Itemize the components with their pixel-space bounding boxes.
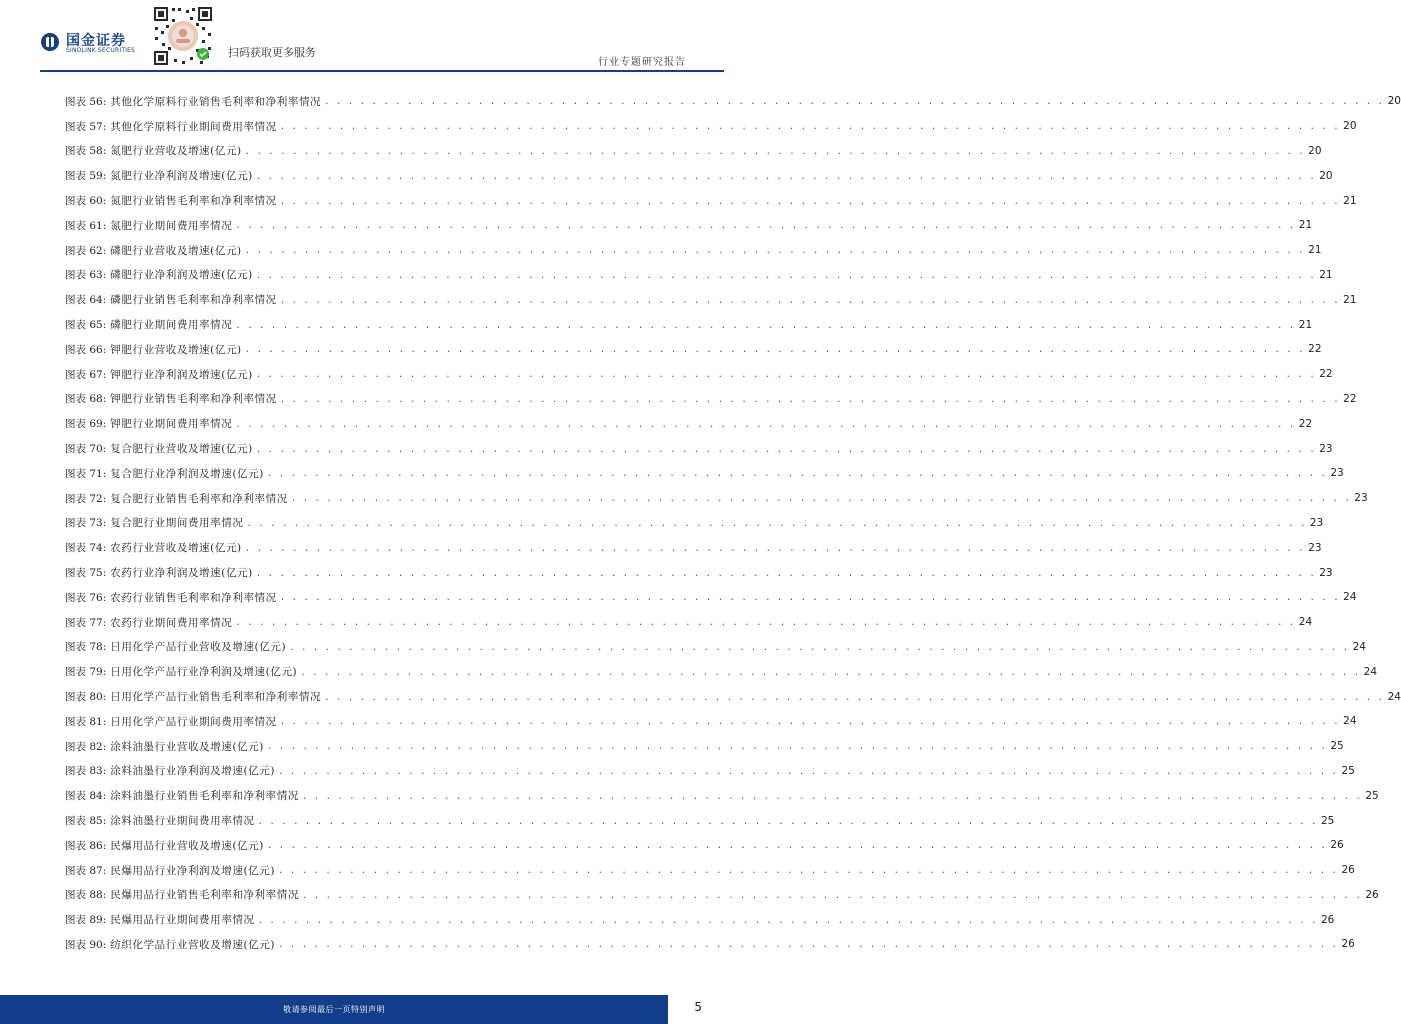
toc-figure-title: 复合肥行业营收及增速(亿元) <box>110 443 253 456</box>
toc-figure-title: 复合肥行业销售毛利率和净利率情况 <box>110 492 288 505</box>
toc-figure-label: 图表 82: <box>65 740 107 753</box>
toc-page-number: 20 <box>1387 95 1401 108</box>
toc-entry[interactable] <box>65 163 1333 188</box>
toc-entry[interactable] <box>65 486 1368 511</box>
toc-entry[interactable] <box>65 535 1322 560</box>
toc-figure-title: 日用化学产品行业净利润及增速(亿元) <box>110 666 298 679</box>
toc-figure-title: 钾肥行业销售毛利率和净利率情况 <box>110 393 277 406</box>
toc-figure-label: 图表 90: <box>65 938 107 951</box>
toc-page-number: 20 <box>1343 120 1357 133</box>
page-header <box>0 0 724 72</box>
toc-figure-title: 钾肥行业营收及增速(亿元) <box>110 343 242 356</box>
toc-figure-title: 磷肥行业营收及增速(亿元) <box>110 244 242 257</box>
toc-page-number: 26 <box>1365 888 1379 901</box>
toc-entry[interactable] <box>65 883 1379 908</box>
toc-figure-title: 农药行业销售毛利率和净利率情况 <box>110 591 277 604</box>
toc-page-number: 25 <box>1330 740 1344 753</box>
toc-entry[interactable] <box>65 808 1335 833</box>
toc-page-number: 24 <box>1343 591 1357 604</box>
toc-dot-leader: . . . . . . . . . . . . . . . . . . . . . . . . . . . . . . . . . . . . . . . . . . . . . . . . . . . . . . . . . . . . . . . . . . . . . . . . . . . . . . . . . . . . . . . . . . <box>255 370 1316 381</box>
toc-figure-label: 图表 76: <box>65 591 107 604</box>
toc-dot-leader: . . . . . . . . . . . . . . . . . . . . . . . . . . . . . . . . . . . . . . . . . . . . . . . . . . . . . . . . . . . . . . . . . . . . . . . . . . . . . . . . . . . . . . . . . . <box>257 816 1317 827</box>
toc-page-number: 21 <box>1308 244 1322 257</box>
toc-dot-leader: . . . . . . . . . . . . . . . . . . . . . . . . . . . . . . . . . . . . . . . . . . . . . . . . . . . . . . . . . . . . . . . . . . . . . . . . . . . . . . . . . . . . . . . . . . <box>235 419 1295 430</box>
toc-figure-label: 图表 89: <box>65 914 107 927</box>
toc-entry[interactable] <box>65 337 1322 362</box>
toc-figure-label: 图表 84: <box>65 790 107 803</box>
toc-figure-title: 复合肥行业期间费用率情况 <box>110 517 244 530</box>
toc-dot-leader: . . . . . . . . . . . . . . . . . . . . . . . . . . . . . . . . . . . . . . . . . . . . . . . . . . . . . . . . . . . . . . . . . . . . . . . . . . . . . . . . . . . . . . . . . . <box>246 518 1306 529</box>
toc-entry[interactable] <box>65 213 1313 238</box>
toc-figure-label: 图表 86: <box>65 839 107 852</box>
toc-figure-label: 图表 56: <box>65 95 107 108</box>
qr-code-icon[interactable] <box>152 5 214 67</box>
toc-entry[interactable] <box>65 734 1344 759</box>
toc-page-number: 23 <box>1309 516 1324 529</box>
toc-figure-title: 磷肥行业销售毛利率和净利率情况 <box>110 294 277 307</box>
toc-figure-label: 图表 57: <box>65 120 107 133</box>
toc-entry[interactable] <box>65 907 1335 932</box>
toc-dot-leader: . . . . . . . . . . . . . . . . . . . . . . . . . . . . . . . . . . . . . . . . . . . . . . . . . . . . . . . . . . . . . . . . . . . . . . . . . . . . . . . . . . . . . . . . . . <box>255 568 1316 579</box>
toc-figure-label: 图表 87: <box>65 864 107 877</box>
toc-figure-label: 图表 79: <box>65 666 107 679</box>
toc-figure-title: 农药行业净利润及增速(亿元) <box>110 567 253 580</box>
toc-figure-title: 涂料油墨行业营收及增速(亿元) <box>110 740 264 753</box>
toc-figure-title: 其他化学原料行业销售毛利率和净利率情况 <box>110 95 322 108</box>
toc-figure-title: 民爆用品行业净利润及增速(亿元) <box>110 864 276 877</box>
toc-figure-title: 氮肥行业营收及增速(亿元) <box>110 145 242 158</box>
toc-dot-leader: . . . . . . . . . . . . . . . . . . . . . . . . . . . . . . . . . . . . . . . . . . . . . . . . . . . . . . . . . . . . . . . . . . . . . . . . . . . . . . . . . . . . . . . . . . <box>266 841 1327 852</box>
toc-figure-label: 图表 64: <box>65 294 107 307</box>
toc-figure-label: 图表 85: <box>65 815 107 827</box>
header-divider <box>40 70 724 72</box>
report-type-label: 行业专题研究报告 <box>598 57 686 68</box>
brand-name-cn: 国金证券 <box>66 33 126 49</box>
toc-figure-title: 涂料油墨行业销售毛利率和净利率情况 <box>110 790 299 803</box>
toc-entry[interactable] <box>65 89 1401 114</box>
toc-page-number: 26 <box>1341 864 1355 877</box>
toc-figure-title: 日用化学产品行业销售毛利率和净利率情况 <box>110 691 322 704</box>
toc-entry[interactable] <box>65 188 1357 213</box>
toc-entry[interactable] <box>65 684 1401 709</box>
toc-entry[interactable] <box>65 263 1333 288</box>
toc-entry[interactable] <box>65 139 1322 164</box>
toc-figure-label: 图表 59: <box>65 170 107 183</box>
toc-figure-title: 农药行业营收及增速(亿元) <box>110 542 242 555</box>
toc-entry[interactable] <box>65 312 1313 337</box>
toc-dot-leader: . . . . . . . . . . . . . . . . . . . . . . . . . . . . . . . . . . . . . . . . . . . . . . . . . . . . . . . . . . . . . . . . . . . . . . . . . . . . . . . . . . . . . . . . . . <box>301 890 1362 901</box>
toc-entry[interactable] <box>65 114 1357 139</box>
toc-figure-label: 图表 65: <box>65 319 107 332</box>
toc-figure-title: 民爆用品行业期间费用率情况 <box>110 914 255 927</box>
toc-page-number: 26 <box>1341 938 1355 951</box>
toc-figure-label: 图表 63: <box>65 269 107 282</box>
toc-dot-leader: . . . . . . . . . . . . . . . . . . . . . . . . . . . . . . . . . . . . . . . . . . . . . . . . . . . . . . . . . . . . . . . . . . . . . . . . . . . . . . . . . . . . . . . . . . <box>278 766 1338 777</box>
page-number: 5 <box>694 1000 702 1014</box>
toc-dot-leader: . . . . . . . . . . . . . . . . . . . . . . . . . . . . . . . . . . . . . . . . . . . . . . . . . . . . . . . . . . . . . . . . . . . . . . . . . . . . . . . . . . . . . . . . . . <box>279 394 1340 405</box>
toc-entry[interactable] <box>65 238 1322 263</box>
toc-page-number: 21 <box>1319 268 1333 281</box>
toc-page-number: 24 <box>1343 715 1357 728</box>
toc-figure-title: 日用化学产品行业期间费用率情况 <box>110 715 277 728</box>
toc-figure-label: 图表 71: <box>65 467 107 480</box>
toc-figure-label: 图表 62: <box>65 244 107 257</box>
toc-dot-leader: . . . . . . . . . . . . . . . . . . . . . . . . . . . . . . . . . . . . . . . . . . . . . . . . . . . . . . . . . . . . . . . . . . . . . . . . . . . . . . . . . . . . . . . . . . <box>301 791 1362 802</box>
company-logo <box>40 30 150 56</box>
toc-page-number: 21 <box>1298 318 1313 331</box>
toc-dot-leader: . . . . . . . . . . . . . . . . . . . . . . . . . . . . . . . . . . . . . . . . . . . . . . . . . . . . . . . . . . . . . . . . . . . . . . . . . . . . . . . . . . . . . . . . . . <box>235 320 1295 331</box>
toc-dot-leader: . . . . . . . . . . . . . . . . . . . . . . . . . . . . . . . . . . . . . . . . . . . . . . . . . . . . . . . . . . . . . . . . . . . . . . . . . . . . . . . . . . . . . . . . . . <box>266 469 1327 480</box>
toc-dot-leader: . . . . . . . . . . . . . . . . . . . . . . . . . . . . . . . . . . . . . . . . . . . . . . . . . . . . . . . . . . . . . . . . . . . . . . . . . . . . . . . . . . . . . . . . . . <box>257 915 1317 926</box>
toc-dot-leader: . . . . . . . . . . . . . . . . . . . . . . . . . . . . . . . . . . . . . . . . . . . . . . . . . . . . . . . . . . . . . . . . . . . . . . . . . . . . . . . . . . . . . . . . . . <box>324 692 1384 703</box>
toc-page-number: 24 <box>1298 616 1313 629</box>
toc-figure-label: 图表 70: <box>65 443 107 456</box>
toc-page-number: 22 <box>1343 392 1357 405</box>
toc-entry[interactable] <box>65 461 1344 486</box>
toc-dot-leader: . . . . . . . . . . . . . . . . . . . . . . . . . . . . . . . . . . . . . . . . . . . . . . . . . . . . . . . . . . . . . . . . . . . . . . . . . . . . . . . . . . . . . . . . . . <box>279 196 1340 207</box>
toc-entry[interactable] <box>65 783 1379 808</box>
toc-figure-title: 氮肥行业期间费用率情况 <box>110 219 233 232</box>
toc-figure-label: 图表 61: <box>65 219 107 232</box>
toc-dot-leader: . . . . . . . . . . . . . . . . . . . . . . . . . . . . . . . . . . . . . . . . . . . . . . . . . . . . . . . . . . . . . . . . . . . . . . . . . . . . . . . . . . . . . . . . . . <box>266 742 1327 753</box>
toc-dot-leader: . . . . . . . . . . . . . . . . . . . . . . . . . . . . . . . . . . . . . . . . . . . . . . . . . . . . . . . . . . . . . . . . . . . . . . . . . . . . . . . . . . . . . . . . . . <box>255 171 1316 182</box>
toc-figure-label: 图表 69: <box>65 418 107 431</box>
toc-dot-leader: . . . . . . . . . . . . . . . . . . . . . . . . . . . . . . . . . . . . . . . . . . . . . . . . . . . . . . . . . . . . . . . . . . . . . . . . . . . . . . . . . . . . . . . . . . <box>235 618 1295 629</box>
toc-dot-leader: . . . . . . . . . . . . . . . . . . . . . . . . . . . . . . . . . . . . . . . . . . . . . . . . . . . . . . . . . . . . . . . . . . . . . . . . . . . . . . . . . . . . . . . . . . <box>235 221 1295 232</box>
toc-dot-leader: . . . . . . . . . . . . . . . . . . . . . . . . . . . . . . . . . . . . . . . . . . . . . . . . . . . . . . . . . . . . . . . . . . . . . . . . . . . . . . . . . . . . . . . . . . <box>279 122 1340 133</box>
toc-figure-title: 纺织化学品行业营收及增速(亿元) <box>110 938 276 951</box>
toc-page-number: 23 <box>1319 442 1333 455</box>
toc-dot-leader: . . . . . . . . . . . . . . . . . . . . . . . . . . . . . . . . . . . . . . . . . . . . . . . . . . . . . . . . . . . . . . . . . . . . . . . . . . . . . . . . . . . . . . . . . . <box>255 270 1316 281</box>
toc-page-number: 26 <box>1330 839 1344 852</box>
footer-disclaimer: 敬请参阅最后一页特别声明 <box>283 1005 385 1014</box>
scan-for-services-text: 扫码获取更多服务 <box>228 46 316 59</box>
toc-page-number: 21 <box>1298 219 1313 232</box>
toc-figure-title: 日用化学产品行业营收及增速(亿元) <box>110 641 287 654</box>
toc-figure-label: 图表 73: <box>65 517 107 530</box>
toc-figure-label: 图表 83: <box>65 765 107 778</box>
toc-page-number: 24 <box>1352 640 1366 653</box>
toc-entry[interactable] <box>65 362 1333 387</box>
toc-page-number: 22 <box>1319 368 1333 381</box>
toc-figure-label: 图表 74: <box>65 542 107 555</box>
toc-entry[interactable] <box>65 610 1313 635</box>
toc-figure-label: 图表 80: <box>65 691 107 704</box>
toc-dot-leader: . . . . . . . . . . . . . . . . . . . . . . . . . . . . . . . . . . . . . . . . . . . . . . . . . . . . . . . . . . . . . . . . . . . . . . . . . . . . . . . . . . . . . . . . . . <box>290 494 1351 505</box>
toc-entry[interactable] <box>65 635 1366 660</box>
toc-page-number: 23 <box>1319 566 1333 579</box>
toc-entry[interactable] <box>65 411 1313 436</box>
toc-dot-leader: . . . . . . . . . . . . . . . . . . . . . . . . . . . . . . . . . . . . . . . . . . . . . . . . . . . . . . . . . . . . . . . . . . . . . . . . . . . . . . . . . . . . . . . . . . <box>278 866 1338 877</box>
toc-entry[interactable] <box>65 709 1357 734</box>
figure-index-list <box>65 89 1401 957</box>
toc-page-number: 26 <box>1320 913 1335 926</box>
toc-page-number: 21 <box>1343 293 1357 306</box>
toc-figure-title: 民爆用品行业销售毛利率和净利率情况 <box>110 889 299 902</box>
toc-dot-leader: . . . . . . . . . . . . . . . . . . . . . . . . . . . . . . . . . . . . . . . . . . . . . . . . . . . . . . . . . . . . . . . . . . . . . . . . . . . . . . . . . . . . . . . . . . <box>244 146 1305 157</box>
toc-figure-title: 涂料油墨行业净利润及增速(亿元) <box>110 765 276 778</box>
toc-figure-label: 图表 66: <box>65 343 107 356</box>
toc-figure-title: 氮肥行业销售毛利率和净利率情况 <box>110 195 277 208</box>
toc-figure-label: 图表 81: <box>65 715 107 728</box>
toc-page-number: 20 <box>1308 144 1322 157</box>
toc-dot-leader: . . . . . . . . . . . . . . . . . . . . . . . . . . . . . . . . . . . . . . . . . . . . . . . . . . . . . . . . . . . . . . . . . . . . . . . . . . . . . . . . . . . . . . . . . . <box>279 295 1340 306</box>
brand-name-en: SINOLINK SECURITIES <box>66 47 136 54</box>
toc-page-number: 23 <box>1354 492 1368 505</box>
toc-entry[interactable] <box>65 659 1378 684</box>
toc-page-number: 21 <box>1343 194 1357 207</box>
toc-figure-title: 氮肥行业净利润及增速(亿元) <box>110 170 253 183</box>
toc-figure-title: 钾肥行业净利润及增速(亿元) <box>110 368 253 381</box>
toc-entry[interactable] <box>65 436 1333 461</box>
toc-page-number: 25 <box>1365 789 1379 802</box>
toc-dot-leader: . . . . . . . . . . . . . . . . . . . . . . . . . . . . . . . . . . . . . . . . . . . . . . . . . . . . . . . . . . . . . . . . . . . . . . . . . . . . . . . . . . . . . . . . . . <box>300 667 1360 678</box>
toc-page-number: 25 <box>1341 764 1355 777</box>
toc-figure-title: 其他化学原料行业期间费用率情况 <box>110 120 277 133</box>
toc-page-number: 24 <box>1363 665 1378 678</box>
toc-figure-label: 图表 60: <box>65 195 107 208</box>
toc-dot-leader: . . . . . . . . . . . . . . . . . . . . . . . . . . . . . . . . . . . . . . . . . . . . . . . . . . . . . . . . . . . . . . . . . . . . . . . . . . . . . . . . . . . . . . . . . . <box>289 642 1349 653</box>
toc-entry[interactable] <box>65 759 1355 784</box>
toc-page-number: 22 <box>1308 343 1322 356</box>
toc-dot-leader: . . . . . . . . . . . . . . . . . . . . . . . . . . . . . . . . . . . . . . . . . . . . . . . . . . . . . . . . . . . . . . . . . . . . . . . . . . . . . . . . . . . . . . . . . . <box>244 345 1305 356</box>
toc-page-number: 22 <box>1298 417 1313 430</box>
toc-figure-label: 图表 88: <box>65 889 107 902</box>
toc-figure-label: 图表 72: <box>65 492 107 505</box>
toc-figure-label: 图表 78: <box>65 641 107 654</box>
toc-dot-leader: . . . . . . . . . . . . . . . . . . . . . . . . . . . . . . . . . . . . . . . . . . . . . . . . . . . . . . . . . . . . . . . . . . . . . . . . . . . . . . . . . . . . . . . . . . <box>278 940 1338 951</box>
toc-entry[interactable] <box>65 585 1357 610</box>
toc-entry[interactable] <box>65 833 1344 858</box>
sinolink-logo-icon <box>40 32 60 52</box>
toc-figure-label: 图表 75: <box>65 567 107 580</box>
toc-entry[interactable] <box>65 932 1355 957</box>
toc-dot-leader: . . . . . . . . . . . . . . . . . . . . . . . . . . . . . . . . . . . . . . . . . . . . . . . . . . . . . . . . . . . . . . . . . . . . . . . . . . . . . . . . . . . . . . . . . . <box>279 593 1340 604</box>
toc-page-number: 20 <box>1319 169 1333 182</box>
toc-entry[interactable] <box>65 287 1357 312</box>
toc-figure-title: 民爆用品行业营收及增速(亿元) <box>110 839 264 852</box>
toc-dot-leader: . . . . . . . . . . . . . . . . . . . . . . . . . . . . . . . . . . . . . . . . . . . . . . . . . . . . . . . . . . . . . . . . . . . . . . . . . . . . . . . . . . . . . . . . . . <box>324 97 1384 108</box>
toc-figure-label: 图表 68: <box>65 393 107 406</box>
toc-page-number: 24 <box>1387 690 1401 703</box>
toc-figure-title: 磷肥行业净利润及增速(亿元) <box>110 269 253 282</box>
toc-page-number: 23 <box>1330 467 1344 480</box>
toc-dot-leader: . . . . . . . . . . . . . . . . . . . . . . . . . . . . . . . . . . . . . . . . . . . . . . . . . . . . . . . . . . . . . . . . . . . . . . . . . . . . . . . . . . . . . . . . . . <box>279 717 1340 728</box>
toc-entry[interactable] <box>65 560 1333 585</box>
toc-figure-title: 复合肥行业净利润及增速(亿元) <box>110 467 264 480</box>
toc-figure-title: 磷肥行业期间费用率情况 <box>110 319 233 332</box>
toc-figure-title: 涂料油墨行业期间费用率情况 <box>110 815 255 827</box>
toc-figure-title: 钾肥行业期间费用率情况 <box>110 418 233 431</box>
toc-page-number: 23 <box>1308 541 1322 554</box>
toc-entry[interactable] <box>65 511 1324 536</box>
toc-entry[interactable] <box>65 858 1355 883</box>
toc-dot-leader: . . . . . . . . . . . . . . . . . . . . . . . . . . . . . . . . . . . . . . . . . . . . . . . . . . . . . . . . . . . . . . . . . . . . . . . . . . . . . . . . . . . . . . . . . . <box>255 444 1316 455</box>
toc-page-number: 25 <box>1320 814 1335 827</box>
toc-dot-leader: . . . . . . . . . . . . . . . . . . . . . . . . . . . . . . . . . . . . . . . . . . . . . . . . . . . . . . . . . . . . . . . . . . . . . . . . . . . . . . . . . . . . . . . . . . <box>244 543 1305 554</box>
toc-figure-label: 图表 67: <box>65 368 107 381</box>
toc-figure-title: 农药行业期间费用率情况 <box>110 616 233 629</box>
toc-figure-label: 图表 58: <box>65 145 107 158</box>
toc-figure-label: 图表 77: <box>65 616 107 629</box>
toc-entry[interactable] <box>65 387 1357 412</box>
toc-dot-leader: . . . . . . . . . . . . . . . . . . . . . . . . . . . . . . . . . . . . . . . . . . . . . . . . . . . . . . . . . . . . . . . . . . . . . . . . . . . . . . . . . . . . . . . . . . <box>244 246 1305 257</box>
